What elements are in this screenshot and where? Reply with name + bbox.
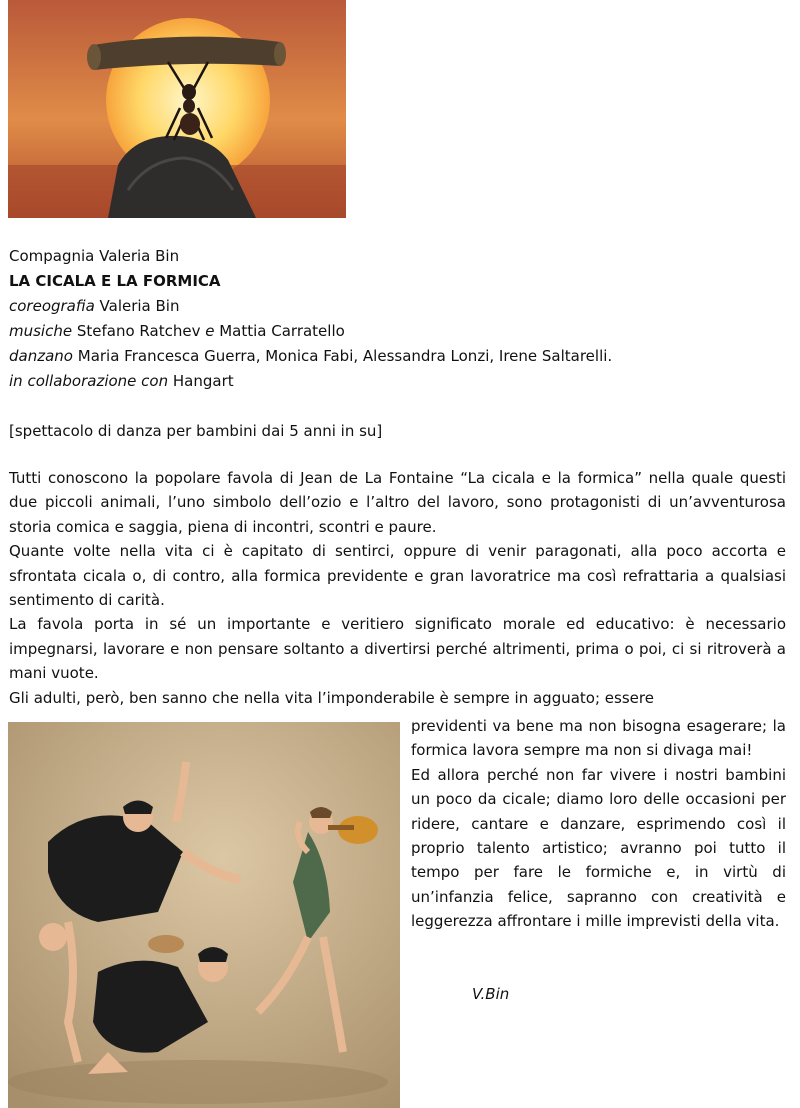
- description-text: [9, 466, 786, 710]
- audience-note: [spettacolo di danza per bambini dai 5 anni in su]: [9, 422, 383, 440]
- paragraph-5: Ed allora perché non far vivere i nostri bambini un poco da cicale; diamo loro delle occasioni per ridere, cantare e danzare, esprimendo così il proprio talento artistico; avranno poi tutto il tempo per fare le formiche e, in virtù di un’infanzia felice, sapranno con creatività e leggerezza affrontare i mille imprevisti della vita.: [411, 765, 786, 931]
- collaboration-line: [9, 369, 789, 394]
- show-title: LA CICALA E LA FORMICA: [9, 272, 221, 290]
- collaboration-value: Hangart: [168, 372, 234, 390]
- choreography-line: [9, 294, 789, 319]
- signature: V.Bin: [472, 985, 510, 1003]
- header-photo: [8, 0, 346, 218]
- choreography-value: Valeria Bin: [94, 297, 180, 315]
- paragraph-4-rest: previdenti va bene ma non bisogna esagerare; la formica lavora sempre ma non si divaga mai!: [411, 717, 786, 760]
- music-value-1: Stefano Ratchev: [72, 322, 206, 340]
- choreography-label: coreografia: [9, 297, 95, 315]
- spacer: [9, 394, 789, 419]
- dancers-label: danzano: [9, 347, 73, 365]
- paragraph-1: Tutti conoscono la popolare favola di Jean de La Fontaine “La cicala e la formica” nella quale questi due piccoli animali, l’uno simbolo dell’ozio e l’altro del lavoro, sono protagonisti di un’avventurosa storia comica e saggia, piena di incontri, scontri e paure.: [9, 469, 786, 536]
- credits-block: [9, 244, 789, 444]
- music-label: musiche: [9, 322, 73, 340]
- paragraph-3: La favola porta in sé un importante e veritiero significato morale ed educativo: è necessario impegnarsi, lavorare e non pensare soltanto a divertirsi perché altrimenti, prima o poi, ci si ritroverà a mani vuote.: [9, 615, 786, 683]
- music-value-2: Mattia Carratello: [214, 322, 345, 340]
- collaboration-label: in collaborazione con: [9, 372, 169, 390]
- company-name: Compagnia Valeria Bin: [9, 247, 180, 265]
- description-text-right-column: [411, 714, 786, 934]
- music-and: e: [205, 322, 215, 340]
- dance-photo: [8, 722, 400, 1108]
- paragraph-2: Quante volte nella vita ci è capitato di sentirci, oppure di venir paragonati, alla poco accorta e sfrontata cicala o, di contro, alla formica previdente e gran lavoratrice ma così refrattaria a qualsiasi sentimento di carità.: [9, 542, 786, 610]
- dancers-value: Maria Francesca Guerra, Monica Fabi, Alessandra Lonzi, Irene Saltarelli.: [72, 347, 613, 365]
- paragraph-4-first-line: Gli adulti, però, ben sanno che nella vita l’imponderabile è sempre in agguato; essere: [9, 688, 654, 707]
- dancers-line: [9, 344, 789, 369]
- music-line: [9, 319, 789, 344]
- ant-on-rock-image: [8, 0, 346, 218]
- dancers-image: [8, 722, 400, 1108]
